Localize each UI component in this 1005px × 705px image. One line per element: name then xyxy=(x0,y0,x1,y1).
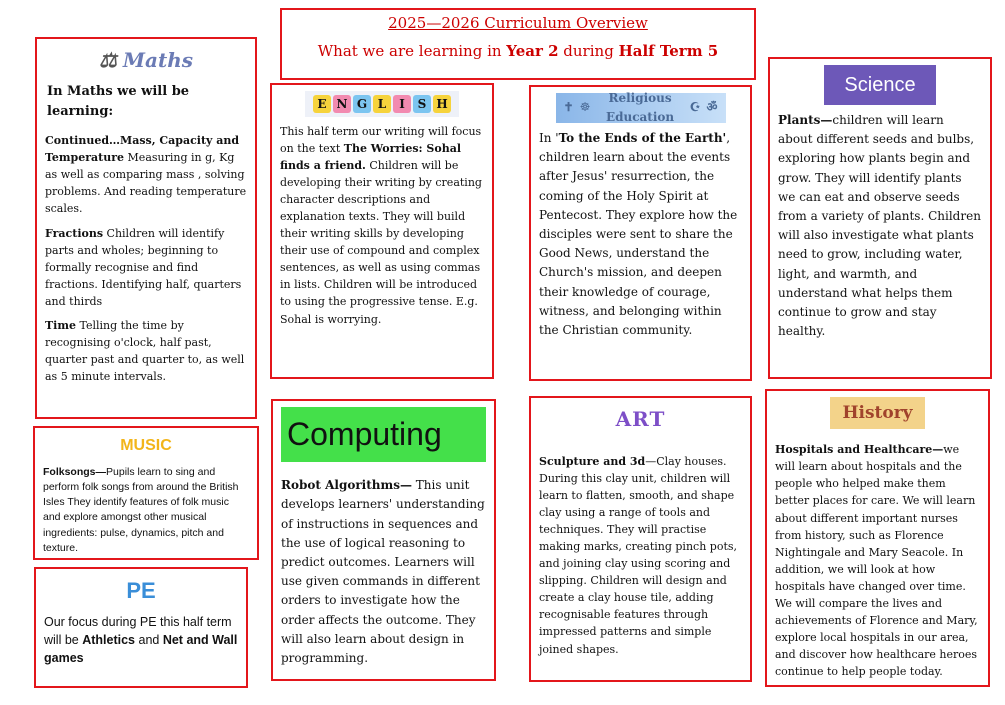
english-box xyxy=(270,83,494,379)
re-logo xyxy=(539,90,742,124)
english-text-1: This half term our writing will focus on the text xyxy=(280,125,482,156)
pe-logo xyxy=(44,575,238,607)
maths-item-2-title: Fractions xyxy=(45,226,104,240)
pe-net-wall: Net and Wall games xyxy=(44,633,238,666)
header-box xyxy=(280,8,756,80)
music-box xyxy=(33,426,259,560)
music-logo-text: MUSIC xyxy=(120,437,172,454)
english-text xyxy=(280,123,484,328)
history-logo xyxy=(775,397,980,429)
english-letter-3: G xyxy=(353,95,371,113)
science-body: children will learn about different seeds and bulbs, exploring how plants begin and grow. They will identify plants we can eat and observe seeds from a variety of plants. Children will also investigate what plants need to grow, including water, light, and warmth, and understand what helps them continue to grow and stay healthy. xyxy=(778,113,981,339)
subtitle-during: during xyxy=(558,42,619,60)
re-text-2: , children learn about the events after Jesus' resurrection, the coming of the Holy Spirit at Pentecost. They explore how the disciples were sent to share the Good News, understand the Church's mission, and deepen their knowledge of courage, witness, and belonging within the Christian community. xyxy=(539,131,738,337)
page-title: 2025—2026 Curriculum Overview xyxy=(388,14,648,32)
history-body: we will learn about hospitals and the people who helped make them better places for care. We will learn about different important nurses from history, such as Florence Nightingale and Mary Seacole. In addition, we will look at how hospitals have changed over time. We will compare the lives and achievements of Florence and Mary, explore local hospitals in our area, and discover how healthcare heroes continue to help people today. xyxy=(775,443,978,678)
re-logo-text: Religious Education xyxy=(605,90,675,124)
maths-item-2 xyxy=(45,225,247,310)
english-logo xyxy=(280,91,484,117)
science-logo-text: Science xyxy=(824,65,935,105)
history-title: Hospitals and Healthcare— xyxy=(775,443,944,457)
scales-icon: ⚖ xyxy=(98,48,117,72)
english-letter-7: H xyxy=(433,95,451,113)
science-text xyxy=(778,111,982,341)
science-box xyxy=(768,57,992,379)
wheel-icon: ☸ xyxy=(579,100,591,115)
page-subtitle xyxy=(288,42,748,60)
english-letter-6: S xyxy=(413,95,431,113)
maths-item-3-title: Time xyxy=(45,318,77,332)
maths-logo-text: Maths xyxy=(122,48,194,72)
computing-text xyxy=(281,476,486,668)
maths-logo xyxy=(45,45,247,76)
pe-text xyxy=(44,613,238,667)
subtitle-prefix: What we are learning in xyxy=(317,42,507,60)
computing-logo-text: Computing xyxy=(281,407,486,462)
maths-item-3-text: Telling the time by recognising o'clock, half past, quarter past and quarter to, as well as 5 minute intervals. xyxy=(45,318,245,383)
art-text xyxy=(539,453,742,658)
history-logo-text: History xyxy=(830,397,924,429)
computing-box xyxy=(271,399,496,681)
om-icon: ॐ xyxy=(706,100,718,115)
art-logo xyxy=(539,404,742,435)
maths-item-2-text: Children will identify parts and wholes; beginning to formally recognise and find fractions. Identifying half, quarters and thirds xyxy=(45,226,242,308)
re-text xyxy=(539,129,742,340)
music-text xyxy=(43,465,249,556)
music-logo xyxy=(43,434,249,459)
art-box xyxy=(529,396,752,682)
art-logo-text: ART xyxy=(615,407,666,431)
english-letter-4: L xyxy=(373,95,391,113)
science-logo xyxy=(778,65,982,105)
english-text-2: Children will be developing their writing by creating character descriptions and explanation texts. They will build their writing skills by developing their use of compound and complex sentences, as well as using commas in lists. Children will be introduced to using the progressive tense. E.g. Sohal is worrying. xyxy=(280,159,482,326)
music-body: Pupils learn to sing and perform folk songs from around the British Isles They identify features of folk music and explore amongst other musical ingredients: pulse, dynamics, pitch and texture. xyxy=(43,465,239,554)
re-unit-title: To the Ends of the Earth' xyxy=(558,131,727,145)
science-title: Plants— xyxy=(778,113,833,127)
computing-title: Robot Algorithms— xyxy=(281,478,412,493)
re-box xyxy=(529,85,752,381)
crescent-icon: ☪ xyxy=(689,100,701,115)
pe-box xyxy=(34,567,248,688)
re-text-1: In ' xyxy=(539,131,559,145)
art-title: Sculpture and 3d xyxy=(539,455,646,468)
maths-item-1-text: Measuring in g, Kg as well as comparing mass , solving problems. And reading temperature scales. xyxy=(45,151,247,216)
maths-item-1 xyxy=(45,132,247,217)
pe-logo-text: PE xyxy=(126,578,156,603)
maths-box xyxy=(35,37,257,419)
english-letter-2: N xyxy=(333,95,351,113)
art-body: —Clay houses. During this clay unit, children will learn to flatten, smooth, and shape clay using a range of tools and techniques. They will practise making marks, creating pinch pots, and joining clay using scoring and slipping. Children will design and create a clay house tile, adding recognisable features through impressed patterns and simple joined shapes. xyxy=(539,455,738,656)
computing-body: This unit develops learners' understanding of instructions in sequences and the use of logical reasoning to predict outcomes. Learners will use given commands in different orders to investigate how the order affects the outcome. They will also learn about design in programming. xyxy=(281,478,485,665)
english-letter-1: E xyxy=(313,95,331,113)
history-text xyxy=(775,441,980,680)
year-label: Year 2 xyxy=(506,42,559,60)
pe-athletics: Athletics xyxy=(82,633,136,648)
maths-item-3 xyxy=(45,317,247,385)
maths-heading: In Maths we will be learning: xyxy=(47,84,190,120)
music-title: Folksongs— xyxy=(43,465,107,478)
english-letter-5: I xyxy=(393,95,411,113)
cross-icon: ✝ xyxy=(563,100,574,115)
english-book-title: The Worries: Sohal finds a friend. xyxy=(280,142,462,173)
pe-text-1: Our focus during PE this half term will be xyxy=(44,614,232,648)
history-box xyxy=(765,389,990,687)
pe-text-2: and xyxy=(135,633,163,648)
maths-item-1-title: Continued…Mass, Capacity and Temperature xyxy=(45,134,240,165)
term-label: Half Term 5 xyxy=(618,42,719,60)
